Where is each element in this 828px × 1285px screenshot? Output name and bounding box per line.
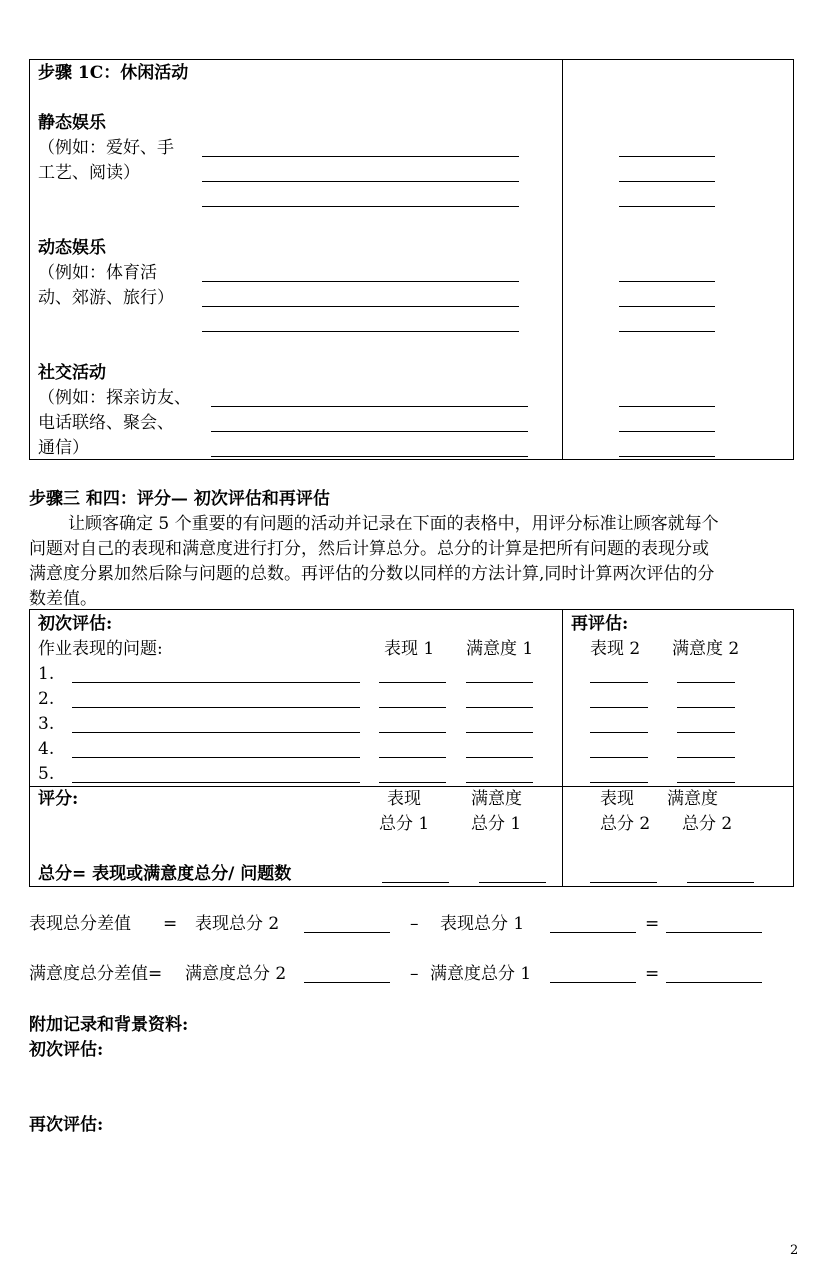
performance-1-line[interactable] [379,782,446,783]
satisfaction-2-line[interactable] [677,682,735,683]
score-table-divider [562,609,563,887]
row-number: 3. [38,714,55,734]
social-line-1[interactable] [211,406,528,407]
problem-label: 作业表现的问题: [38,639,163,659]
satisfaction-2-line[interactable] [677,782,735,783]
satisfaction-total-1-field[interactable] [550,982,636,983]
reassessment-heading: 再评估: [571,614,629,634]
static-score-3[interactable] [619,206,715,207]
performance-2-line[interactable] [590,757,648,758]
minus-sign: – [410,964,419,984]
satisfaction-1-line[interactable] [466,782,533,783]
equals-sign: = [163,914,178,934]
satisfaction-total-2-sublabel: 总分 2 [682,814,733,834]
satisfaction-total-2-ref: 满意度总分 2 [185,964,287,984]
equals-sign: = [645,914,660,934]
col-performance-2: 表现 2 [590,639,641,659]
social-example-3: 通信） [38,438,89,458]
dynamic-score-3[interactable] [619,331,715,332]
satisfaction-total-1-sublabel: 总分 1 [471,814,522,834]
static-example-2: 工艺、阅读） [38,163,140,183]
problem-line-3[interactable] [72,732,360,733]
dynamic-line-1[interactable] [202,281,519,282]
performance-total-2-ref: 表现总分 2 [195,914,280,934]
satisfaction-total-2-line[interactable] [687,882,754,883]
problem-line-1[interactable] [72,682,360,683]
satisfaction-total-1-line[interactable] [479,882,546,883]
performance-total-2-line[interactable] [590,882,657,883]
social-score-2[interactable] [619,431,715,432]
performance-total-2-sublabel: 总分 2 [600,814,651,834]
satisfaction-total-2-label: 满意度 [667,789,718,809]
social-line-2[interactable] [211,431,528,432]
social-example-2: 电话联络、聚会、 [38,413,174,433]
satisfaction-diff-label: 满意度总分差值= [29,964,163,984]
satisfaction-2-line[interactable] [677,757,735,758]
notes-initial-label: 初次评估: [29,1040,104,1060]
static-score-1[interactable] [619,156,715,157]
step34-title: 步骤三 和四：评分— 初次评估和再评估 [29,489,330,509]
row-number: 4. [38,739,55,759]
satisfaction-2-line[interactable] [677,707,735,708]
satisfaction-1-line[interactable] [466,757,533,758]
dynamic-line-3[interactable] [202,331,519,332]
notes-title: 附加记录和背景资料: [29,1015,189,1035]
performance-diff-label: 表现总分差值 [29,914,131,934]
performance-total-1-field[interactable] [550,932,636,933]
equals-sign: = [645,964,660,984]
performance-total-2-label: 表现 [600,789,634,809]
static-heading: 静态娱乐 [38,113,106,133]
static-line-3[interactable] [202,206,519,207]
leisure-table-divider [562,59,563,460]
col-satisfaction-2: 满意度 2 [672,639,740,659]
social-score-1[interactable] [619,406,715,407]
performance-1-line[interactable] [379,707,446,708]
performance-1-line[interactable] [379,682,446,683]
satisfaction-total-1-ref: 满意度总分 1 [430,964,532,984]
social-score-3[interactable] [619,456,715,457]
social-line-3[interactable] [211,456,528,457]
problem-line-4[interactable] [72,757,360,758]
minus-sign: – [410,914,419,934]
step34-paragraph-line-1: 让顾客确定 5 个重要的有问题的活动并记录在下面的表格中，用评分标准让顾客就每个 [68,514,719,534]
dynamic-line-2[interactable] [202,306,519,307]
performance-diff-field[interactable] [666,932,762,933]
social-example-1: （例如：探亲访友、 [38,388,191,408]
dynamic-example-2: 动、郊游、旅行） [38,288,174,308]
dynamic-example-1: （例如：体育活 [38,263,157,283]
row-number: 1. [38,664,55,684]
social-heading: 社交活动 [38,363,106,383]
row-number: 2. [38,689,55,709]
static-score-2[interactable] [619,181,715,182]
performance-2-line[interactable] [590,682,648,683]
step1c-title: 步骤 1C：休闲活动 [38,63,189,83]
static-line-1[interactable] [202,156,519,157]
performance-total-2-field[interactable] [304,932,390,933]
step34-paragraph-line-3: 满意度分累加然后除与问题的总数。再评估的分数以同样的方法计算,同时计算两次评估的分 [29,564,715,584]
step34-paragraph-line-4: 数差值。 [29,589,97,609]
dynamic-score-2[interactable] [619,306,715,307]
satisfaction-1-line[interactable] [466,707,533,708]
performance-2-line[interactable] [590,782,648,783]
performance-total-1-ref: 表现总分 1 [440,914,525,934]
static-example-1: （例如：爱好、手 [38,138,174,158]
satisfaction-total-2-field[interactable] [304,982,390,983]
performance-total-1-sublabel: 总分 1 [379,814,430,834]
notes-reassessment-label: 再次评估: [29,1115,104,1135]
step34-paragraph-line-2: 问题对自己的表现和满意度进行打分，然后计算总分。总分的计算是把所有问题的表现分或 [29,539,709,559]
performance-1-line[interactable] [379,732,446,733]
score-table-separator [29,786,794,787]
performance-2-line[interactable] [590,707,648,708]
dynamic-heading: 动态娱乐 [38,238,106,258]
satisfaction-total-1-label: 满意度 [471,789,522,809]
satisfaction-1-line[interactable] [466,682,533,683]
satisfaction-1-line[interactable] [466,732,533,733]
performance-total-1-label: 表现 [387,789,421,809]
initial-assessment-heading: 初次评估: [38,614,113,634]
problem-line-2[interactable] [72,707,360,708]
performance-1-line[interactable] [379,757,446,758]
row-number: 5. [38,764,55,784]
problem-line-5[interactable] [72,782,360,783]
score-label: 评分: [38,789,79,809]
formula-label: 总分= 表现或满意度总分/ 问题数 [38,864,292,884]
dynamic-score-1[interactable] [619,281,715,282]
performance-total-1-line[interactable] [382,882,449,883]
col-performance-1: 表现 1 [384,639,435,659]
satisfaction-diff-field[interactable] [666,982,762,983]
static-line-2[interactable] [202,181,519,182]
col-satisfaction-1: 满意度 1 [466,639,534,659]
performance-2-line[interactable] [590,732,648,733]
page-number: 2 [790,1243,799,1258]
satisfaction-2-line[interactable] [677,732,735,733]
